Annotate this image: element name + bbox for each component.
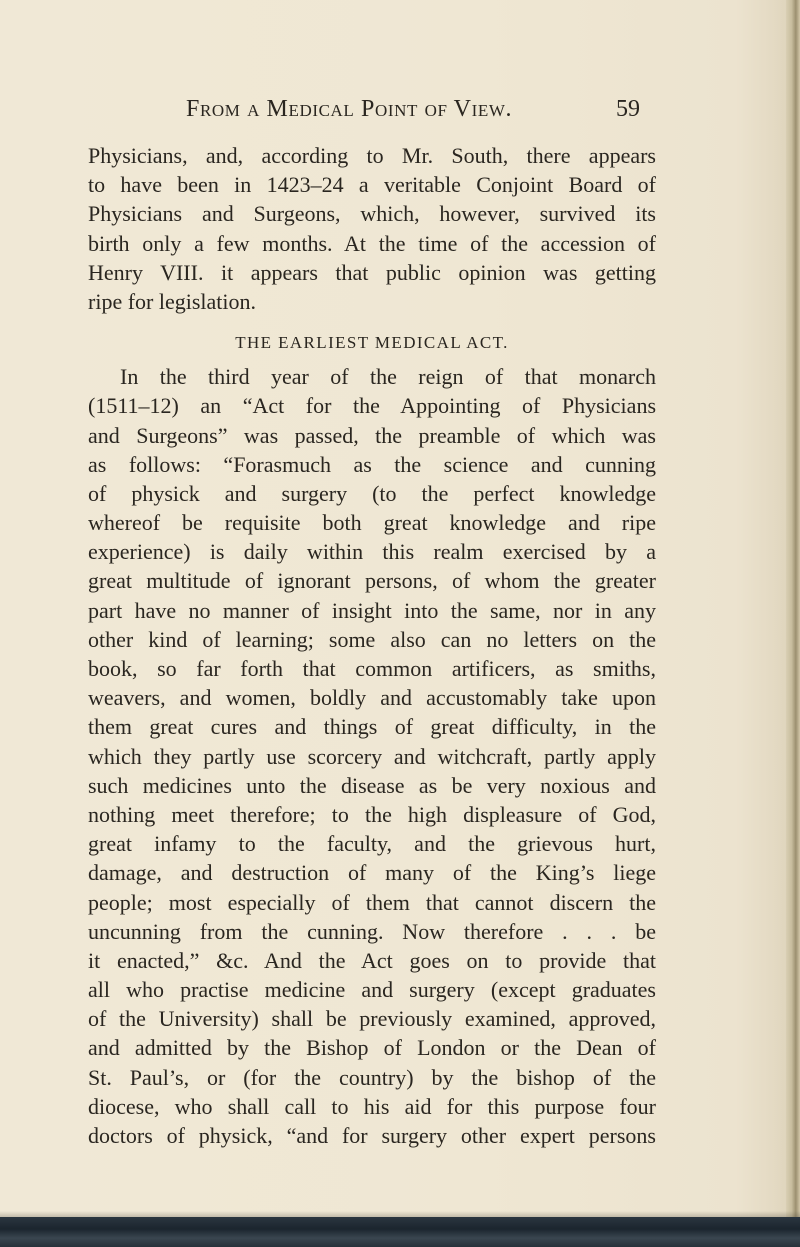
text-line: and admitted by the Bishop of London or the Dean of — [88, 1035, 656, 1061]
text-line: Henry VIII. it appears that public opinion was getting — [88, 259, 656, 285]
text-line: (1511–12) an “Act for the Appointing of Physicians — [88, 393, 656, 419]
spacer — [88, 316, 656, 326]
text-line: it enacted,” &c. And the Act goes on to provide that — [88, 947, 656, 973]
text-line: great infamy to the faculty, and the grievous hurt, — [88, 831, 656, 857]
page-number: 59 — [616, 96, 640, 122]
text-line: Physicians, and, according to Mr. South, there appears — [88, 143, 656, 168]
text-line: to have been in 1423–24 a veritable Conjoint Board of — [88, 172, 656, 198]
text-line: all who practise medicine and surgery (except graduates — [88, 977, 656, 1003]
text-line: them great cures and things of great difficulty, in the — [88, 714, 656, 740]
text-line: as follows: “Forasmuch as the science and cunning — [88, 451, 656, 477]
running-title: From a Medical Point of View. — [186, 96, 513, 122]
text-line: weavers, and women, boldly and accustomably take upon — [88, 685, 656, 711]
text-line: uncunning from the cunning. Now therefore . . . be — [88, 918, 656, 944]
text-line: birth only a few months. At the time of the accession of — [88, 230, 656, 256]
text-line: of the University) shall be previously examined, approved, — [88, 1006, 656, 1032]
body-text — [88, 141, 656, 1150]
text-line: St. Paul’s, or (for the country) by the bishop of the — [88, 1064, 656, 1090]
text-line: diocese, who shall call to his aid for this purpose four — [88, 1093, 656, 1119]
text-line: damage, and destruction of many of the King’s liege — [88, 860, 656, 886]
bottom-binding-band — [0, 1217, 800, 1247]
text-line: ripe for legislation. — [88, 288, 257, 314]
text-line: whereof be requisite both great knowledge and ripe — [88, 510, 656, 536]
text-line: other kind of learning; some also can no letters on the — [88, 626, 656, 652]
text-line: In the third year of the reign of that monarch — [120, 364, 656, 390]
text-line: and Surgeons” was passed, the preamble of which was — [88, 422, 656, 448]
text-line: such medicines unto the disease as be very noxious and — [88, 772, 656, 798]
text-line: doctors of physick, “and for surgery other expert persons — [88, 1123, 656, 1148]
text-line: book, so far forth that common artificers, as smiths, — [88, 656, 656, 681]
text-line: part have no manner of insight into the same, nor in any — [88, 597, 656, 623]
page-header — [186, 96, 640, 132]
text-line: people; most especially of them that cannot discern the — [88, 889, 656, 915]
text-line: experience) is daily within this realm exercised by a — [88, 539, 656, 565]
text-line: of physick and surgery (to the perfect knowledge — [88, 480, 656, 506]
text-line: great multitude of ignorant persons, of whom the greater — [88, 568, 656, 594]
section-heading: THE EARLIEST MEDICAL ACT. — [235, 333, 509, 353]
page-edge — [786, 0, 800, 1247]
text-line: which they partly use scorcery and witchcraft, partly apply — [88, 743, 656, 769]
text-line: Physicians and Surgeons, which, however, survived its — [88, 201, 656, 227]
text-line: nothing meet therefore; to the high displeasure of God, — [88, 801, 656, 827]
